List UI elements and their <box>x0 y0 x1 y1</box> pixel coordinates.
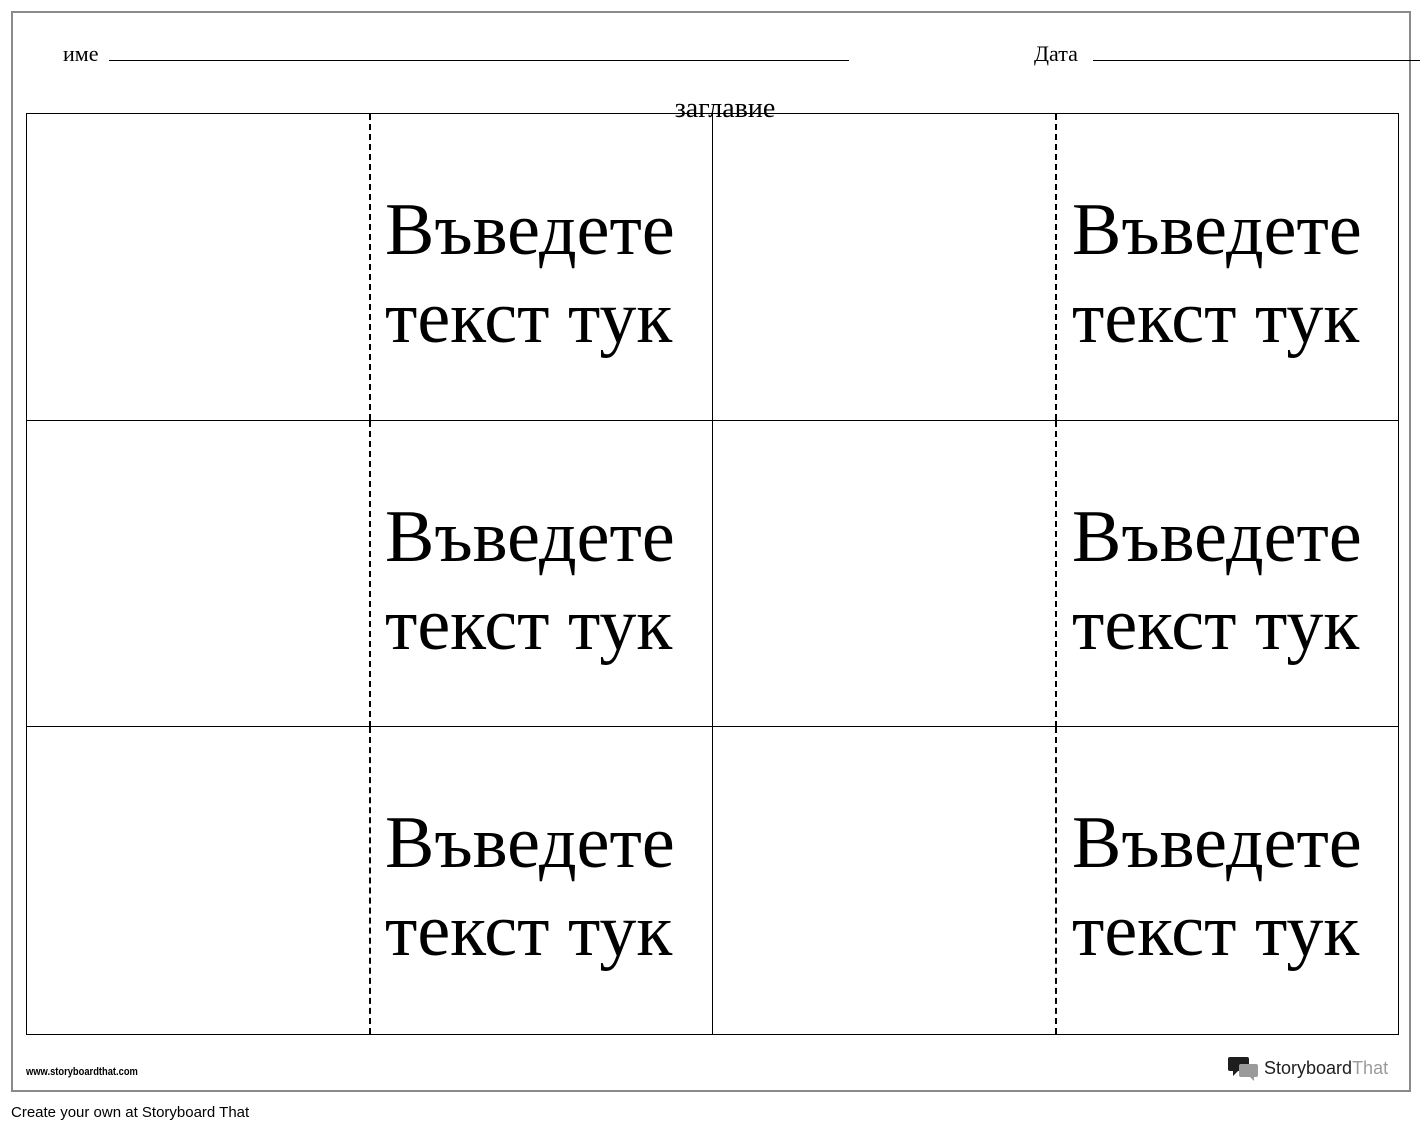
card-text-line: текст тук <box>1072 584 1360 666</box>
card-text-box[interactable] <box>385 186 725 362</box>
card-text-line: Въведете <box>385 496 675 578</box>
fold-line <box>369 114 371 420</box>
card-text-box[interactable] <box>1072 493 1412 669</box>
card-grid <box>26 113 1399 1035</box>
card-text-line: текст тук <box>1072 277 1360 359</box>
card-text-line: Въведете <box>385 189 675 271</box>
date-label: Дата <box>1034 41 1078 66</box>
fold-line <box>1055 421 1057 727</box>
card-text-line: Въведете <box>1072 496 1362 578</box>
name-label: име <box>63 41 99 66</box>
create-your-own-caption[interactable]: Create your own at Storyboard That <box>11 1104 250 1121</box>
card-text-line: Въведете <box>1072 189 1362 271</box>
fold-line <box>1055 114 1057 420</box>
brand-story-text: Storyboard <box>1264 1057 1353 1078</box>
card-text-line: текст тук <box>1072 890 1360 972</box>
fold-line <box>369 727 371 1034</box>
card-text-line: текст тук <box>385 890 673 972</box>
card-text-box[interactable] <box>1072 186 1412 362</box>
grid-row <box>27 726 1398 1034</box>
speech-bubbles-icon <box>1228 1054 1260 1082</box>
card-text-box[interactable] <box>385 799 725 975</box>
grid-row <box>27 420 1398 727</box>
fold-line <box>369 421 371 727</box>
footer-url: www.storyboardthat.com <box>26 1066 138 1078</box>
worksheet-title[interactable]: заглавие <box>674 93 776 124</box>
grid-row <box>27 114 1398 420</box>
name-field-line[interactable] <box>109 60 849 61</box>
card-text-line: текст тук <box>385 584 673 666</box>
card-text-line: Въведете <box>1072 802 1362 884</box>
card-text-line: текст тук <box>385 277 673 359</box>
card-text-line: Въведете <box>385 802 675 884</box>
date-field-line[interactable] <box>1093 60 1420 61</box>
brand-that-text: That <box>1352 1057 1389 1078</box>
fold-line <box>1055 727 1057 1034</box>
card-text-box[interactable] <box>385 493 725 669</box>
card-text-box[interactable] <box>1072 799 1412 975</box>
storyboardthat-logo <box>1228 1054 1388 1082</box>
